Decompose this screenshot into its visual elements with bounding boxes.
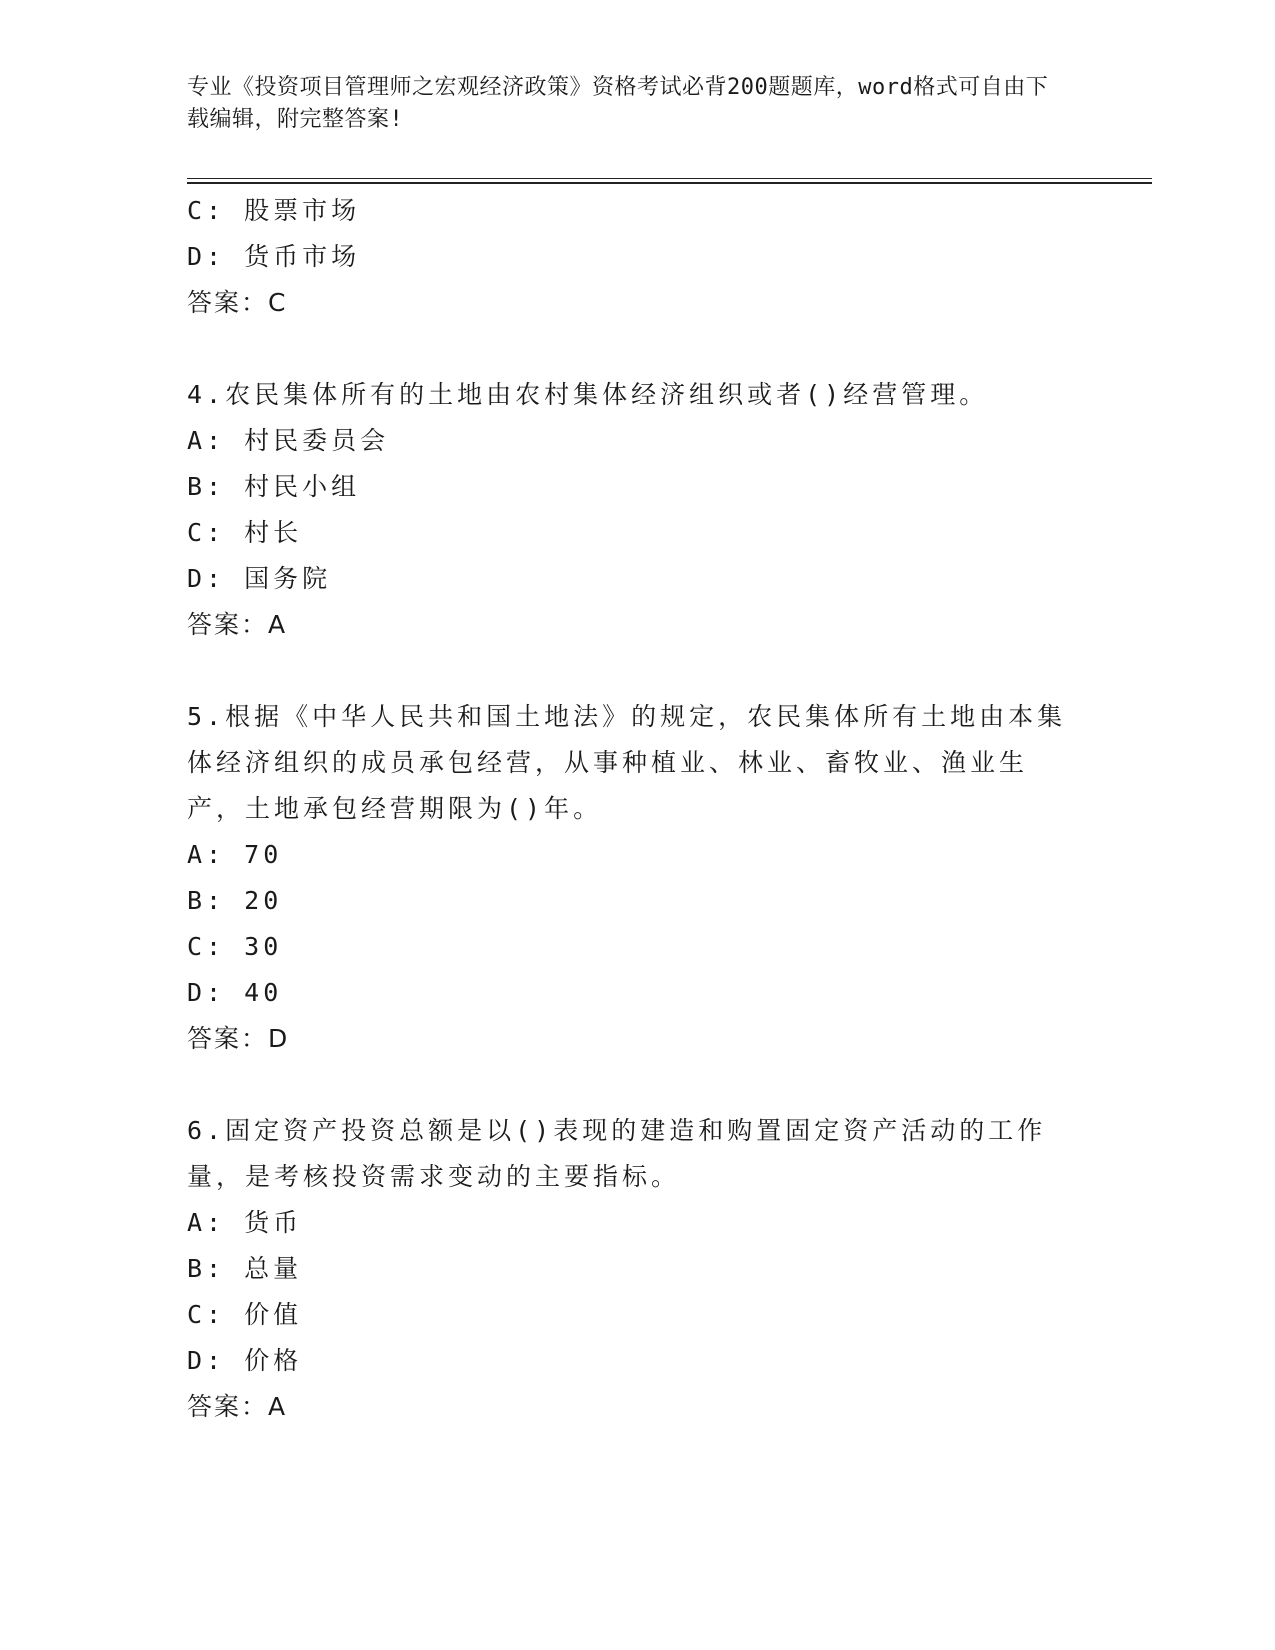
option-label: C: xyxy=(187,196,226,225)
option-b xyxy=(187,878,1067,924)
option-d xyxy=(187,970,1067,1016)
option-d xyxy=(187,1338,1067,1384)
option-d xyxy=(187,234,1067,280)
spacer xyxy=(187,1062,1067,1108)
option-label: A: xyxy=(187,426,226,455)
option-label: D: xyxy=(187,242,226,271)
option-text: 30 xyxy=(244,932,283,961)
question-3-continued xyxy=(187,188,1067,326)
question-stem: 4.农民集体所有的土地由农村集体经济组织或者()经营管理。 xyxy=(187,380,989,409)
document-header: 专业《投资项目管理师之宏观经济政策》资格考试必背200题题库，word格式可自由下载编辑，附完整答案! xyxy=(187,75,1049,132)
option-text: 村民委员会 xyxy=(244,426,390,455)
option-label: D: xyxy=(187,1346,226,1375)
option-label: A: xyxy=(187,840,226,869)
question-stem: 5.根据《中华人民共和国土地法》的规定，农民集体所有土地由本集体经济组织的成员承包经营，从事种植业、林业、畜牧业、渔业生产，土地承包经营期限为()年。 xyxy=(187,702,1067,823)
option-label: B: xyxy=(187,472,226,501)
option-label: C: xyxy=(187,518,226,547)
option-b xyxy=(187,464,1067,510)
question-5 xyxy=(187,694,1067,1062)
option-label: D: xyxy=(187,978,226,1007)
option-d xyxy=(187,556,1067,602)
option-text: 70 xyxy=(244,840,283,869)
answer: 答案：A xyxy=(187,610,288,639)
option-text: 货币 xyxy=(244,1208,303,1237)
option-text: 村长 xyxy=(244,518,303,547)
option-label: A: xyxy=(187,1208,226,1237)
option-label: C: xyxy=(187,1300,226,1329)
option-text: 40 xyxy=(244,978,283,1007)
option-c xyxy=(187,188,1067,234)
question-6 xyxy=(187,1108,1067,1430)
option-label: C: xyxy=(187,932,226,961)
option-c xyxy=(187,510,1067,556)
option-text: 总量 xyxy=(244,1254,303,1283)
option-text: 价格 xyxy=(244,1346,303,1375)
option-label: B: xyxy=(187,1254,226,1283)
option-label: B: xyxy=(187,886,226,915)
option-text: 村民小组 xyxy=(244,472,361,501)
answer: 答案：C xyxy=(187,288,288,317)
option-text: 股票市场 xyxy=(244,196,361,225)
option-c xyxy=(187,1292,1067,1338)
question-list xyxy=(187,188,1067,1430)
option-text: 货币市场 xyxy=(244,242,361,271)
option-label: D: xyxy=(187,564,226,593)
spacer xyxy=(187,326,1067,372)
option-c xyxy=(187,924,1067,970)
spacer xyxy=(187,648,1067,694)
option-b xyxy=(187,1246,1067,1292)
header-rule-thick xyxy=(187,182,1152,184)
option-text: 20 xyxy=(244,886,283,915)
option-a xyxy=(187,832,1067,878)
question-4 xyxy=(187,372,1067,648)
option-a xyxy=(187,1200,1067,1246)
option-text: 国务院 xyxy=(244,564,332,593)
option-text: 价值 xyxy=(244,1300,303,1329)
header-rule-thin xyxy=(187,178,1152,179)
question-stem: 6.固定资产投资总额是以()表现的建造和购置固定资产活动的工作量，是考核投资需求变动的主要指标。 xyxy=(187,1116,1047,1191)
answer: 答案：D xyxy=(187,1024,290,1053)
answer: 答案：A xyxy=(187,1392,288,1421)
option-a xyxy=(187,418,1067,464)
